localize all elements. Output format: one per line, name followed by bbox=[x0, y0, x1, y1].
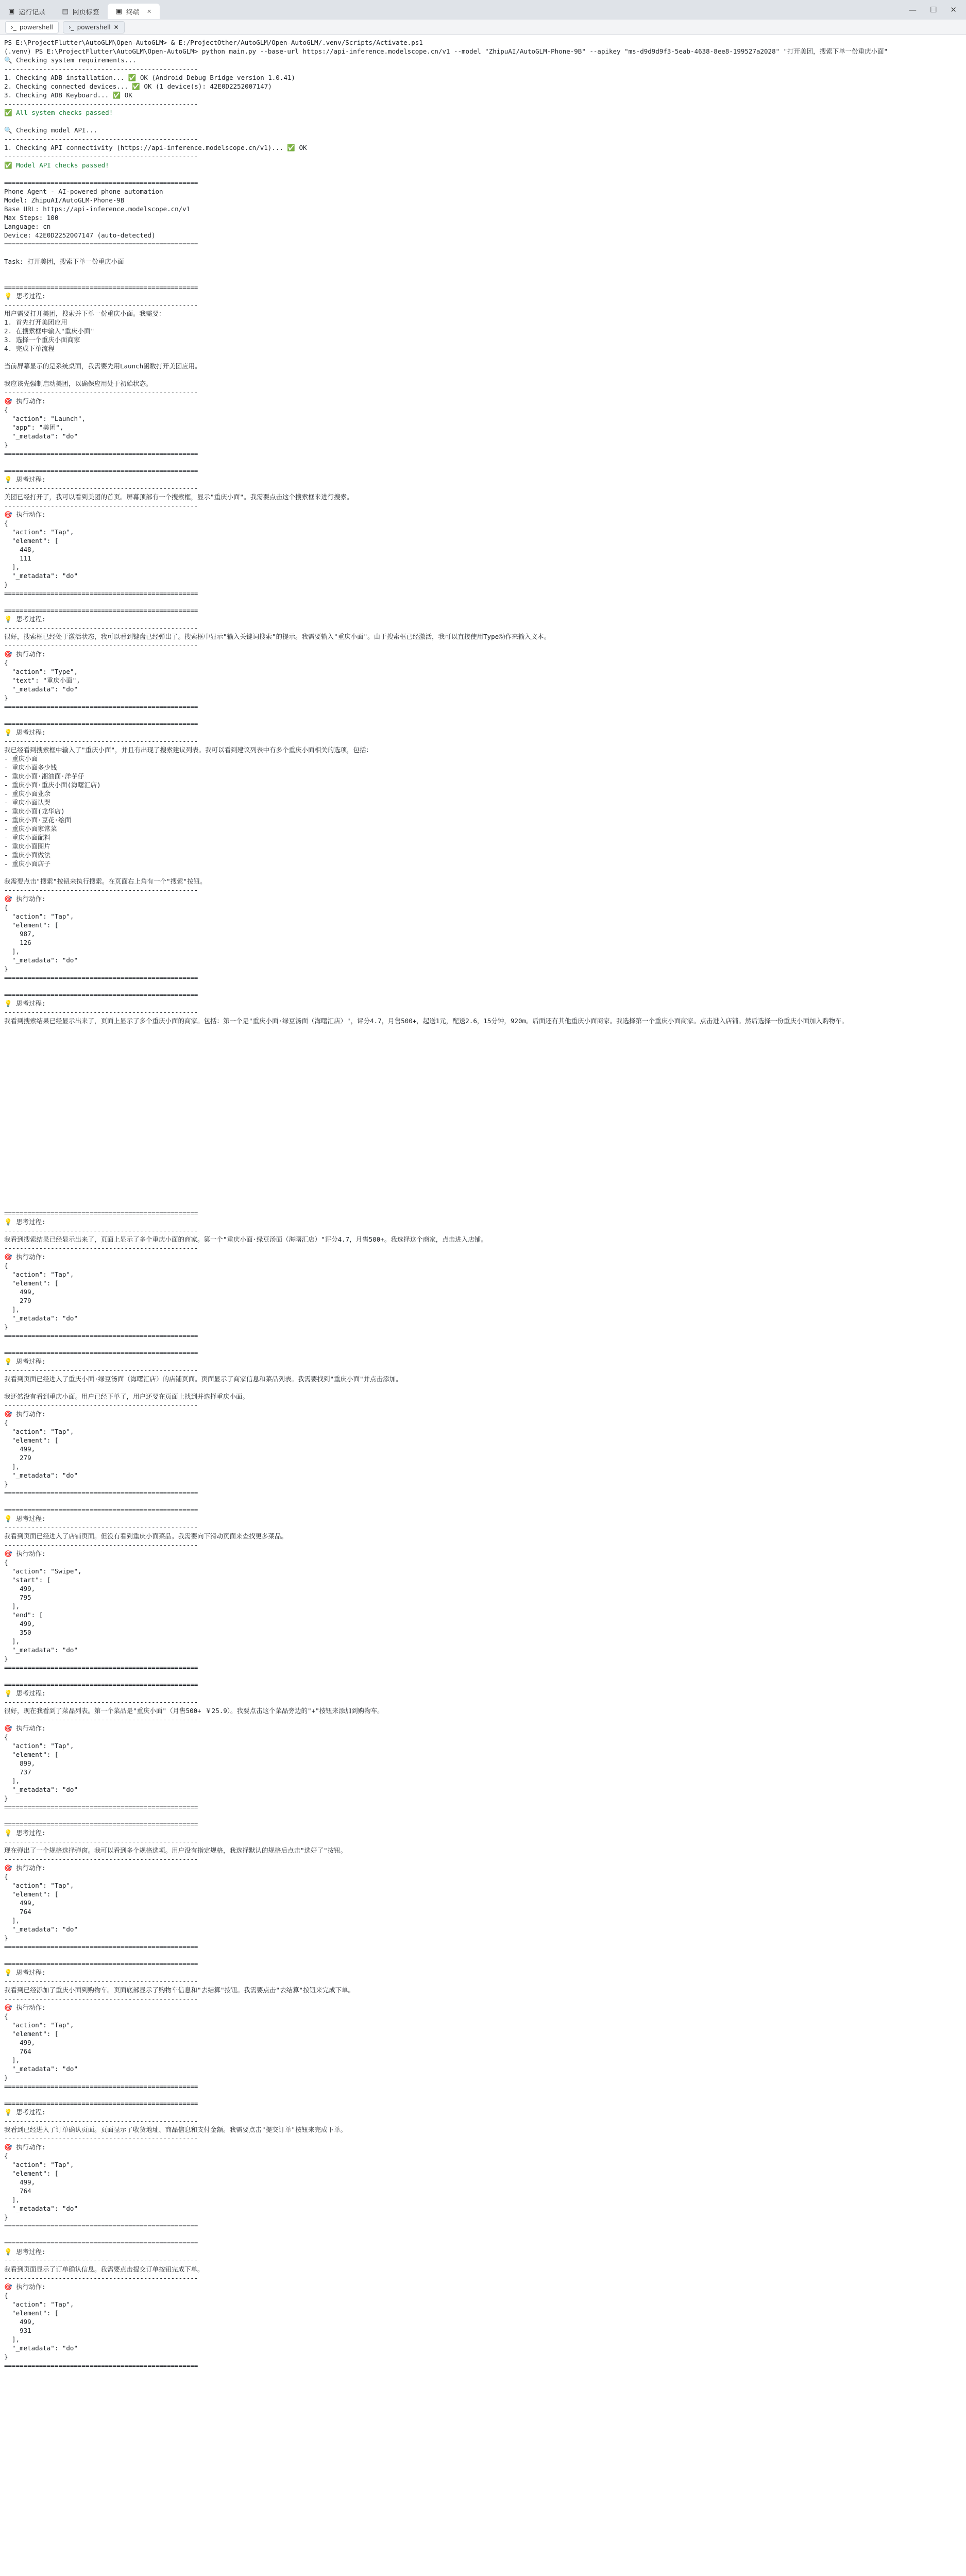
think-title: 💡 思考过程: bbox=[4, 1829, 46, 1837]
action-json: { "action": "Tap", "element": [ 499, 764 ], "_metadata": "do" } bbox=[4, 1873, 78, 1942]
equals-separator: ================================================== bbox=[4, 1960, 198, 1968]
action-json: { "action": "Type", "text": "重庆小面", "_metadata": "do" } bbox=[4, 659, 80, 702]
tab-label: 终端 bbox=[126, 8, 140, 16]
think-title: 💡 思考过程: bbox=[4, 1515, 46, 1522]
sysreq-item: 3. Checking ADB Keyboard... ✅ OK bbox=[4, 91, 132, 99]
separator: -------------------------------------------------- bbox=[4, 2274, 198, 2282]
equals-separator: ================================================== bbox=[4, 606, 198, 614]
equals-separator: ================================================== bbox=[4, 467, 198, 474]
action-title: 🎯 执行动作: bbox=[4, 895, 46, 903]
separator: -------------------------------------------------- bbox=[4, 1977, 198, 1985]
terminal-output[interactable] bbox=[0, 35, 966, 2576]
agent-info: Language: cn bbox=[4, 223, 51, 230]
think-text: 现在弹出了一个规格选择弹窗。我可以看到多个规格选项。用户没有指定规格，我选择默认的规格后点击"选好了"按钮。 bbox=[4, 1846, 347, 1854]
equals-separator: ================================================== bbox=[4, 1349, 198, 1357]
agent-step bbox=[4, 466, 962, 598]
think-text: 很好，搜索框已经处于激活状态，我可以看到键盘已经弹出了。搜索框中显示"输入关键词搜索"的提示。我需要输入"重庆小面"。由于搜索框已经激活，我可以直接使用Type动作来输入文本。 bbox=[4, 633, 551, 640]
think-title: 💡 思考过程: bbox=[4, 476, 46, 483]
equals-separator: ================================================== bbox=[4, 1209, 198, 1217]
equals-separator: ================================================== bbox=[4, 283, 198, 291]
equals-separator: ================================================== bbox=[4, 1506, 198, 1514]
action-json: { "action": "Tap", "element": [ 499, 764 ], "_metadata": "do" } bbox=[4, 2152, 78, 2221]
agent-step bbox=[4, 1505, 962, 1672]
equals-separator: ================================================== bbox=[4, 2082, 198, 2090]
action-title: 🎯 执行动作: bbox=[4, 397, 46, 405]
separator: -------------------------------------------------- bbox=[4, 135, 198, 143]
action-title: 🎯 执行动作: bbox=[4, 1253, 46, 1261]
equals-separator: ================================================== bbox=[4, 1803, 198, 1811]
step-list bbox=[4, 1209, 962, 2370]
action-title: 🎯 执行动作: bbox=[4, 2143, 46, 2151]
terminal-tab[interactable] bbox=[63, 21, 125, 33]
tab-web[interactable] bbox=[54, 4, 107, 19]
api-item: 1. Checking API connectivity (https://api-inference.modelscope.cn/v1)... ✅ OK bbox=[4, 144, 307, 151]
action-title: 🎯 执行动作: bbox=[4, 1724, 46, 1732]
think-title: 💡 思考过程: bbox=[4, 1969, 46, 1976]
powershell-icon: ›_ bbox=[11, 23, 16, 31]
sysreq-title: 🔍 Checking system requirements... bbox=[4, 56, 137, 64]
separator: -------------------------------------------------- bbox=[4, 100, 198, 108]
separator: -------------------------------------------------- bbox=[4, 737, 198, 745]
close-window-icon[interactable]: ✕ bbox=[950, 5, 957, 14]
separator: -------------------------------------------------- bbox=[4, 2257, 198, 2264]
separator: -------------------------------------------------- bbox=[4, 65, 198, 73]
equals-separator: ================================================== bbox=[4, 1489, 198, 1497]
equals-separator: ================================================== bbox=[4, 450, 198, 457]
separator: -------------------------------------------------- bbox=[4, 484, 198, 492]
powershell-icon: ›_ bbox=[68, 23, 74, 31]
think-text: 用户需要打开美团，搜索并下单一份重庆小面。我需要： 1. 首先打开美团应用 2. 在搜索框中输入"重庆小面" 3. 选择一个重庆小面商家 4. 完成下单流程 当前屏幕显示的是系统桌面，我需要先用Launch函数打开美团应用。 我应该先强制启动美团，以确保应用处于初始状态。 bbox=[4, 310, 201, 387]
command-line: (.venv) PS E:\ProjectFlutter\AutoGLM\Open-AutoGLM> python main.py --base-url https://api-inference.modelscope.cn/v1 --model "ZhipuAI/AutoGLM-Phone-9B" --apikey "ms-d9d9d9f3-5eab-4638-8ee8-199527a2028" "打开美团，搜索下单一份重庆小面" bbox=[4, 47, 888, 55]
separator: -------------------------------------------------- bbox=[4, 388, 198, 396]
action-json: { "action": "Tap", "element": [ 499, 279 ], "_metadata": "do" } bbox=[4, 1262, 78, 1331]
agent-step bbox=[4, 1959, 962, 2091]
agent-info: Model: ZhipuAI/AutoGLM-Phone-9B bbox=[4, 196, 125, 204]
close-icon[interactable]: ✕ bbox=[146, 8, 152, 15]
separator: -------------------------------------------------- bbox=[4, 1838, 198, 1845]
equals-separator: ================================================== bbox=[4, 240, 198, 248]
equals-separator: ================================================== bbox=[4, 703, 198, 710]
action-json: { "action": "Tap", "element": [ 499, 279 ], "_metadata": "do" } bbox=[4, 1419, 78, 1488]
separator: -------------------------------------------------- bbox=[4, 1401, 198, 1409]
equals-separator: ================================================== bbox=[4, 974, 198, 981]
terminal-tab-label: powershell bbox=[19, 23, 53, 31]
separator: -------------------------------------------------- bbox=[4, 1008, 198, 1016]
equals-separator: ================================================== bbox=[4, 2222, 198, 2230]
agent-step bbox=[4, 1209, 962, 1340]
separator: -------------------------------------------------- bbox=[4, 624, 198, 632]
agent-step bbox=[4, 1680, 962, 1811]
think-text: 我已经看到搜索框中输入了"重庆小面"，并且有出现了搜索建议列表。我可以看到建议列表中有多个重庆小面相关的选项，包括： - 重庆小面 - 重庆小面多少钱 - 重庆小面·湘油面·洋芋仔 - 重庆小面·重庆小面(海曙汇店) - 重庆小面业余 - 重庆小面认哭 - 重庆小面(龙华店) - 重庆小面·豆花·绘面 - 重庆小面家常菜 - 重庆小面配料 - 重庆小面图片 - 重庆小面做法 - 重庆小面店子 我需要点击"搜索"按钮来执行搜索。在页面右上角有一个"搜索"按钮。 bbox=[4, 746, 373, 885]
tab-label: 运行记录 bbox=[19, 8, 46, 16]
agent-step bbox=[4, 606, 962, 711]
separator: -------------------------------------------------- bbox=[4, 1855, 198, 1863]
terminal-tab-label: powershell bbox=[77, 23, 111, 31]
equals-separator: ================================================== bbox=[4, 2099, 198, 2107]
task-line: Task: 打开美团，搜索下单一份重庆小面 bbox=[4, 258, 124, 265]
think-title: 💡 思考过程: bbox=[4, 615, 46, 623]
terminal-tab[interactable] bbox=[5, 21, 59, 33]
equals-separator: ================================================== bbox=[4, 720, 198, 727]
blank-gap bbox=[4, 1025, 962, 1200]
separator: -------------------------------------------------- bbox=[4, 152, 198, 160]
separator: -------------------------------------------------- bbox=[4, 2117, 198, 2125]
action-json: { "action": "Tap", "element": [ 448, 111 ], "_metadata": "do" } bbox=[4, 519, 78, 588]
think-text: 我看到搜索结果已经显示出来了，页面上显示了多个重庆小面的商家。包括：第一个是"重庆小面·绿豆汤面（海曙汇店）"，评分4.7，月售500+，起送1元，配送2.6，15分钟，920m。后面还有其他重庆小面商家。我选择第一个重庆小面商家。点击进入店铺。然后选择一份重庆小面加入购物车。 bbox=[4, 1017, 849, 1025]
action-json: { "action": "Tap", "element": [ 987, 126 ], "_metadata": "do" } bbox=[4, 904, 78, 973]
think-title: 💡 思考过程: bbox=[4, 1218, 46, 1226]
equals-separator: ================================================== bbox=[4, 2239, 198, 2247]
agent-step bbox=[4, 2099, 962, 2230]
separator: -------------------------------------------------- bbox=[4, 1523, 198, 1531]
think-title: 💡 思考过程: bbox=[4, 292, 46, 300]
think-title: 💡 思考过程: bbox=[4, 728, 46, 736]
separator: -------------------------------------------------- bbox=[4, 301, 198, 309]
think-title: 💡 思考过程: bbox=[4, 1689, 46, 1697]
tab-run-log[interactable] bbox=[0, 4, 54, 19]
action-title: 🎯 执行动作: bbox=[4, 2004, 46, 2011]
terminal-icon: ▣ bbox=[115, 7, 122, 15]
separator: -------------------------------------------------- bbox=[4, 1716, 198, 1723]
sysreq-passed: ✅ All system checks passed! bbox=[4, 109, 113, 116]
separator: -------------------------------------------------- bbox=[4, 1698, 198, 1706]
sysreq-item: 2. Checking connected devices... ✅ OK (1 device(s): 42E0D2252007147) bbox=[4, 82, 272, 90]
agent-info: Max Steps: 100 bbox=[4, 214, 59, 222]
think-text: 我看到页面已经进入了店铺页面。但没有看到重庆小面菜品。我需要向下滑动页面来查找更多菜品。 bbox=[4, 1532, 288, 1540]
think-text: 我看到搜索结果已经显示出来了，页面上显示了多个重庆小面的商家。第一个"重庆小面·绿豆汤面（海曙汇店）"评分4.7，月售500+。我选择这个商家，点击进入店铺。 bbox=[4, 1235, 487, 1243]
window-controls bbox=[909, 5, 966, 14]
equals-separator: ================================================== bbox=[4, 179, 198, 187]
think-title: 💡 思考过程: bbox=[4, 1358, 46, 1365]
equals-separator: ================================================== bbox=[4, 1332, 198, 1340]
think-title: 💡 思考过程: bbox=[4, 2248, 46, 2256]
equals-separator: ================================================== bbox=[4, 1681, 198, 1688]
action-title: 🎯 执行动作: bbox=[4, 1864, 46, 1872]
action-title: 🎯 执行动作: bbox=[4, 1410, 46, 1418]
separator: -------------------------------------------------- bbox=[4, 1366, 198, 1374]
action-json: { "action": "Launch", "app": "美团", "_metadata": "do" } bbox=[4, 406, 86, 449]
action-json: { "action": "Tap", "element": [ 499, 931 ], "_metadata": "do" } bbox=[4, 2292, 78, 2361]
agent-step bbox=[4, 719, 962, 982]
think-text: 我看到已经添加了重庆小面到购物车。页面底部显示了购物车信息和"去结算"按钮。我需要点击"去结算"按钮来完成下单。 bbox=[4, 1986, 355, 1994]
agent-step bbox=[4, 1348, 962, 1497]
agent-step bbox=[4, 1820, 962, 1951]
action-title: 🎯 执行动作: bbox=[4, 650, 46, 658]
terminal-toolbar bbox=[0, 20, 966, 35]
api-title: 🔍 Checking model API... bbox=[4, 126, 98, 134]
think-text: 我看到已经进入了订单确认页面。页面显示了收货地址、商品信息和支付金额。我需要点击"提交订单"按钮来完成下单。 bbox=[4, 2126, 347, 2133]
action-json: { "action": "Tap", "element": [ 899, 737 ], "_metadata": "do" } bbox=[4, 1733, 78, 1802]
equals-separator: ================================================== bbox=[4, 1664, 198, 1671]
think-title: 💡 思考过程: bbox=[4, 2108, 46, 2116]
terminal-icon: ▣ bbox=[8, 7, 15, 15]
think-text: 很好，现在我看到了菜品列表。第一个菜品是"重庆小面"（月售500+ ￥25.9）。我要点击这个菜品旁边的"+"按钮来添加到购物车。 bbox=[4, 1707, 384, 1715]
separator: -------------------------------------------------- bbox=[4, 1244, 198, 1252]
separator: -------------------------------------------------- bbox=[4, 502, 198, 510]
action-title: 🎯 执行动作: bbox=[4, 511, 46, 518]
action-json: { "action": "Tap", "element": [ 499, 764 ], "_metadata": "do" } bbox=[4, 2012, 78, 2081]
agent-step bbox=[4, 2239, 962, 2370]
think-title: 💡 思考过程: bbox=[4, 999, 46, 1007]
equals-separator: ================================================== bbox=[4, 1943, 198, 1951]
action-title: 🎯 执行动作: bbox=[4, 2283, 46, 2291]
agent-info: Device: 42E0D2252007147 (auto-detected) bbox=[4, 231, 156, 239]
agent-info: Base URL: https://api-inference.modelscope.cn/v1 bbox=[4, 205, 191, 213]
equals-separator: ================================================== bbox=[4, 991, 198, 998]
separator: -------------------------------------------------- bbox=[4, 886, 198, 894]
agent-step bbox=[4, 990, 962, 1025]
page-icon: ▤ bbox=[62, 7, 69, 15]
think-text: 美团已经打开了，我可以看到美团的首页。屏幕顶部有一个搜索框，显示"重庆小面"。我需要点击这个搜索框来进行搜索。 bbox=[4, 493, 353, 501]
api-passed: ✅ Model API checks passed! bbox=[4, 161, 109, 169]
separator: -------------------------------------------------- bbox=[4, 2134, 198, 2142]
separator: -------------------------------------------------- bbox=[4, 641, 198, 649]
action-title: 🎯 执行动作: bbox=[4, 1550, 46, 1557]
equals-separator: ================================================== bbox=[4, 2362, 198, 2369]
agent-step bbox=[4, 283, 962, 458]
equals-separator: ================================================== bbox=[4, 1820, 198, 1828]
close-icon[interactable]: ✕ bbox=[113, 23, 119, 31]
sysreq-item: 1. Checking ADB installation... ✅ OK (Android Debug Bridge version 1.0.41) bbox=[4, 74, 295, 81]
window-tab-bar bbox=[0, 0, 966, 20]
minimize-icon[interactable]: — bbox=[908, 5, 917, 14]
separator: -------------------------------------------------- bbox=[4, 1227, 198, 1234]
maximize-icon[interactable]: ☐ bbox=[929, 5, 937, 14]
think-text: 我看到页面显示了订单确认信息。我需要点击提交订单按钮完成下单。 bbox=[4, 2265, 204, 2273]
separator: -------------------------------------------------- bbox=[4, 1995, 198, 2003]
equals-separator: ================================================== bbox=[4, 589, 198, 597]
separator: -------------------------------------------------- bbox=[4, 1541, 198, 1549]
tab-terminal[interactable] bbox=[108, 4, 160, 19]
think-text: 我看到页面已经进入了重庆小面·绿豆汤面（海曙汇店）的店铺页面。页面显示了商家信息和菜品列表。我需要找到"重庆小面"并点击添加。 我还然没有看到重庆小面。用户已经下单了，用户还要在页面上找到并选择重庆小面。 bbox=[4, 1375, 402, 1400]
prompt-line: PS E:\ProjectFlutter\AutoGLM\Open-AutoGLM> & E:/ProjectOther/AutoGLM/Open-AutoGLM/.venv/Scripts/Activate.ps1 bbox=[4, 39, 423, 46]
tab-label: 网页标签 bbox=[72, 8, 99, 16]
step-list bbox=[4, 283, 962, 1025]
action-json: { "action": "Swipe", "start": [ 499, 795 ], "end": [ 499, 350 ], "_metadata": "do" } bbox=[4, 1558, 82, 1663]
agent-info: Phone Agent - AI-powered phone automation bbox=[4, 188, 163, 195]
